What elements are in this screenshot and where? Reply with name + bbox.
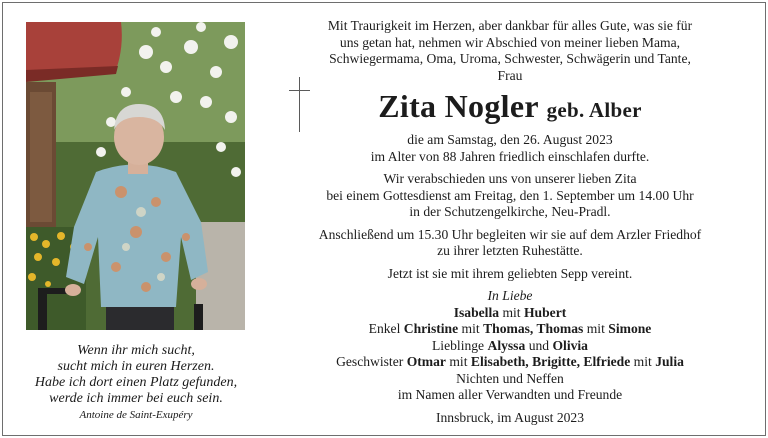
place-date: Innsbruck, im August 2023 [435,409,585,425]
favorites-line: Lieblinge Alyssa und Olivia [432,337,588,353]
portrait-photo [26,22,245,330]
nieces-line: Nichten und Neffen [456,370,564,386]
relatives-line: im Namen aller Verwandten und Freunde [397,387,623,402]
children-line: Isabella mit Hubert [453,304,567,320]
burial-line: Anschließend um 15.30 Uhr begleiten wir sie auf dem Arzler Friedhof [318,226,702,242]
memorial-poem [20,343,252,423]
intro-line: uns getan hat, nehmen wir Abschied von meiner lieben Mama, [339,34,681,50]
farewell-line: Wir verabschieden uns von unserer lieben Zita [383,171,637,186]
burial-line: zu ihrer letzten Ruhestätte. [437,243,583,258]
deceased-name [285,88,735,128]
grandchildren-line: Enkel Christine mit Thomas, Thomas mit Simone [368,321,652,336]
intro-line: Frau [497,67,523,83]
poem-line: sucht mich in euren Herzen. [57,359,215,374]
death-line: die am Samstag, den 26. August 2023 [407,132,613,147]
reunion-line: Jetzt ist sie mit ihrem geliebten Sepp vereint. [387,265,633,281]
farewell-line: in der Schutzengelkirche, Neu-Pradl. [409,204,611,219]
intro-line: Schwiegermama, Oma, Uroma, Schwester, Schwägerin und Tante, [329,51,691,66]
full-name: Zita Nogler [378,88,539,124]
siblings-line: Geschwister Otmar mit Elisabeth, Brigitte, Elfriede mit Julia [336,354,684,369]
poem-line: werde ich immer bei euch sein. [49,391,223,406]
poem-author: Antoine de Saint-Exupéry [79,409,193,421]
birth-name: geb. Alber [546,98,642,122]
obituary-text [285,18,735,426]
farewell-line: bei einem Gottesdienst am Freitag, den 1. September um 14.00 Uhr [326,187,694,203]
poem-line: Habe ich dort einen Platz gefunden, [34,375,238,390]
intro-line: Mit Traurigkeit im Herzen, aber dankbar für alles Gute, was sie für [327,18,693,33]
in-love-line: In Liebe [487,288,533,303]
poem-line: Wenn ihr mich sucht, [77,343,195,358]
death-line: im Alter von 88 Jahren friedlich einschlafen durfte. [370,148,650,164]
